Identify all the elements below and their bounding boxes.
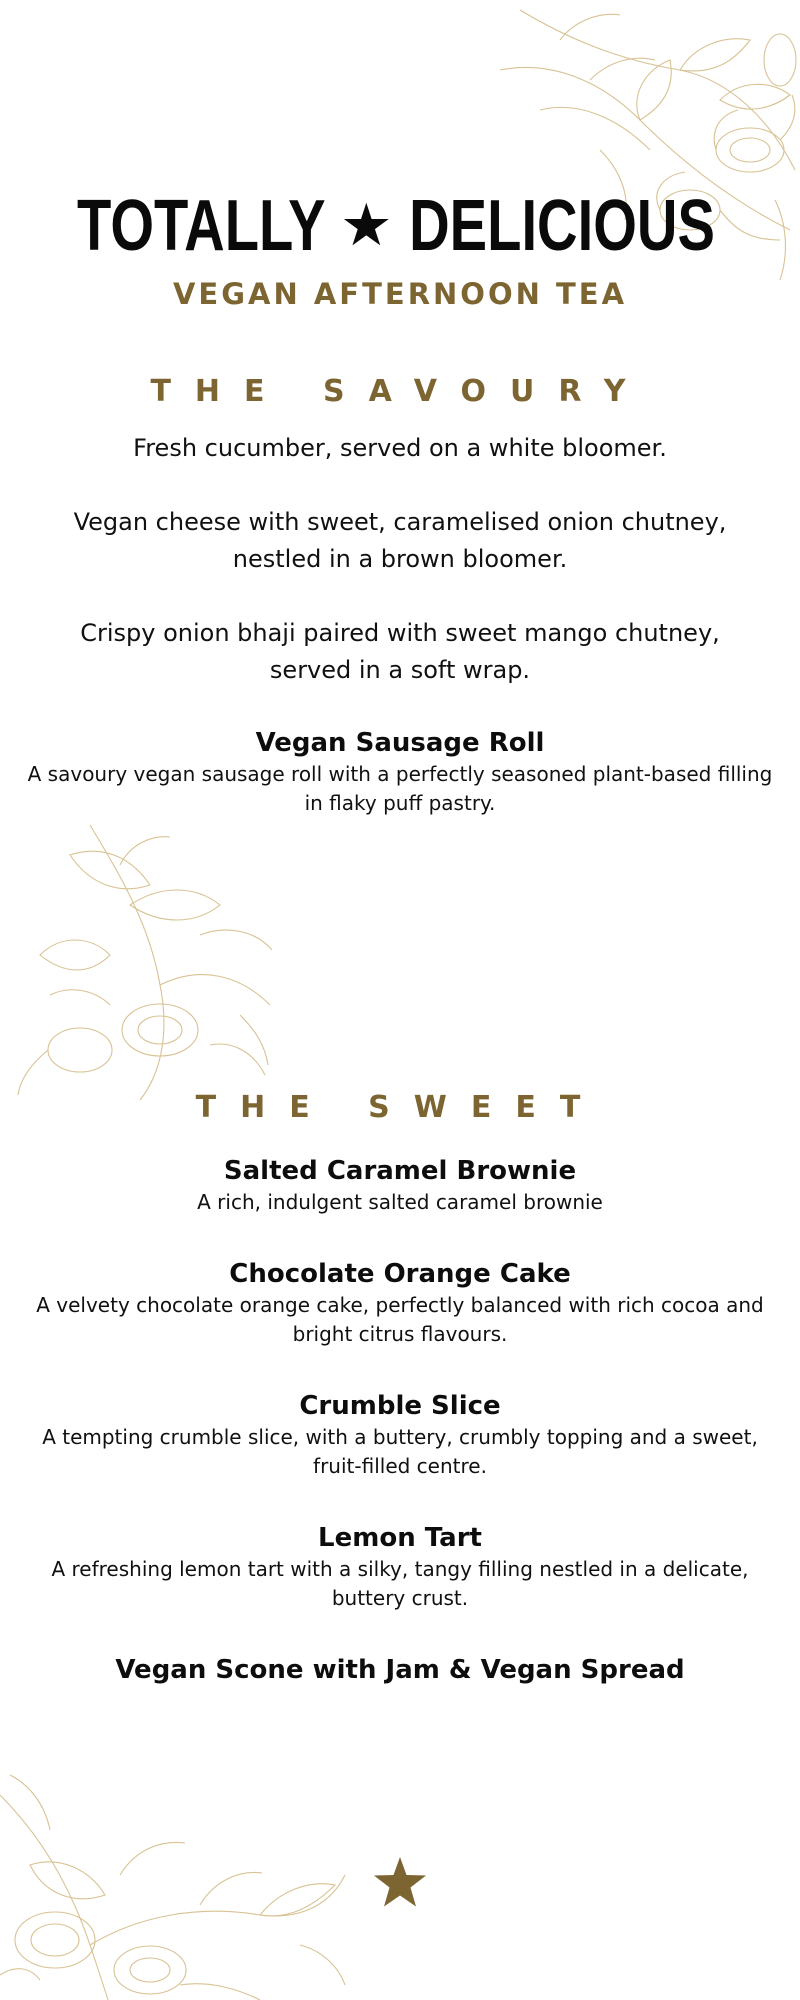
dish-lemon-tart (20, 1521, 780, 1613)
brand-word-delicious: DELICIOUS (408, 186, 715, 266)
dish-description: A savoury vegan sausage roll with a perfectly seasoned plant-based filling in flaky puff pastry. (27, 762, 773, 815)
brand-title (0, 186, 800, 266)
dish-name: Vegan Sausage Roll (255, 728, 545, 758)
dish-crumble-slice (20, 1389, 780, 1481)
dish-description: A refreshing lemon tart with a silky, tangy filling nestled in a delicate, buttery crust. (51, 1557, 749, 1610)
dish-description: A rich, indulgent salted caramel brownie (197, 1190, 603, 1214)
section-heading-savoury: THE SAVOURY (150, 374, 650, 409)
footer-star-icon (0, 1855, 800, 1913)
brand-word-totally: TOTALLY (77, 186, 326, 266)
dish-name: Chocolate Orange Cake (229, 1259, 571, 1289)
dish-description: A velvety chocolate orange cake, perfectly balanced with rich cocoa and bright citrus flavours. (36, 1293, 764, 1346)
dish-chocolate-orange-cake (20, 1257, 780, 1349)
dish-name: Crumble Slice (299, 1391, 501, 1421)
savoury-item: Fresh cucumber, served on a white bloomer. (133, 434, 667, 462)
dish-name: Lemon Tart (318, 1523, 482, 1553)
dish-name: Salted Caramel Brownie (223, 1156, 577, 1186)
dish-name: Vegan Scone with Jam & Vegan Spread (115, 1655, 685, 1685)
brand-star-icon: ★ (343, 197, 390, 255)
menu-subtitle: VEGAN AFTERNOON TEA (172, 277, 628, 311)
dish-salted-caramel-brownie (20, 1154, 780, 1217)
savoury-list (40, 430, 760, 726)
floral-decoration-middle-left (10, 815, 290, 1105)
dish-vegan-sausage-roll (20, 726, 780, 818)
section-heading-sweet: THE SWEET (195, 1090, 605, 1125)
savoury-item: Vegan cheese with sweet, caramelised onion chutney, nestled in a brown bloomer. (73, 508, 727, 573)
dish-description: A tempting crumble slice, with a buttery, crumbly topping and a sweet, fruit-filled centre. (42, 1425, 758, 1478)
savoury-item: Crispy onion bhaji paired with sweet mango chutney, served in a soft wrap. (80, 619, 720, 684)
dish-vegan-scone (20, 1653, 780, 1687)
